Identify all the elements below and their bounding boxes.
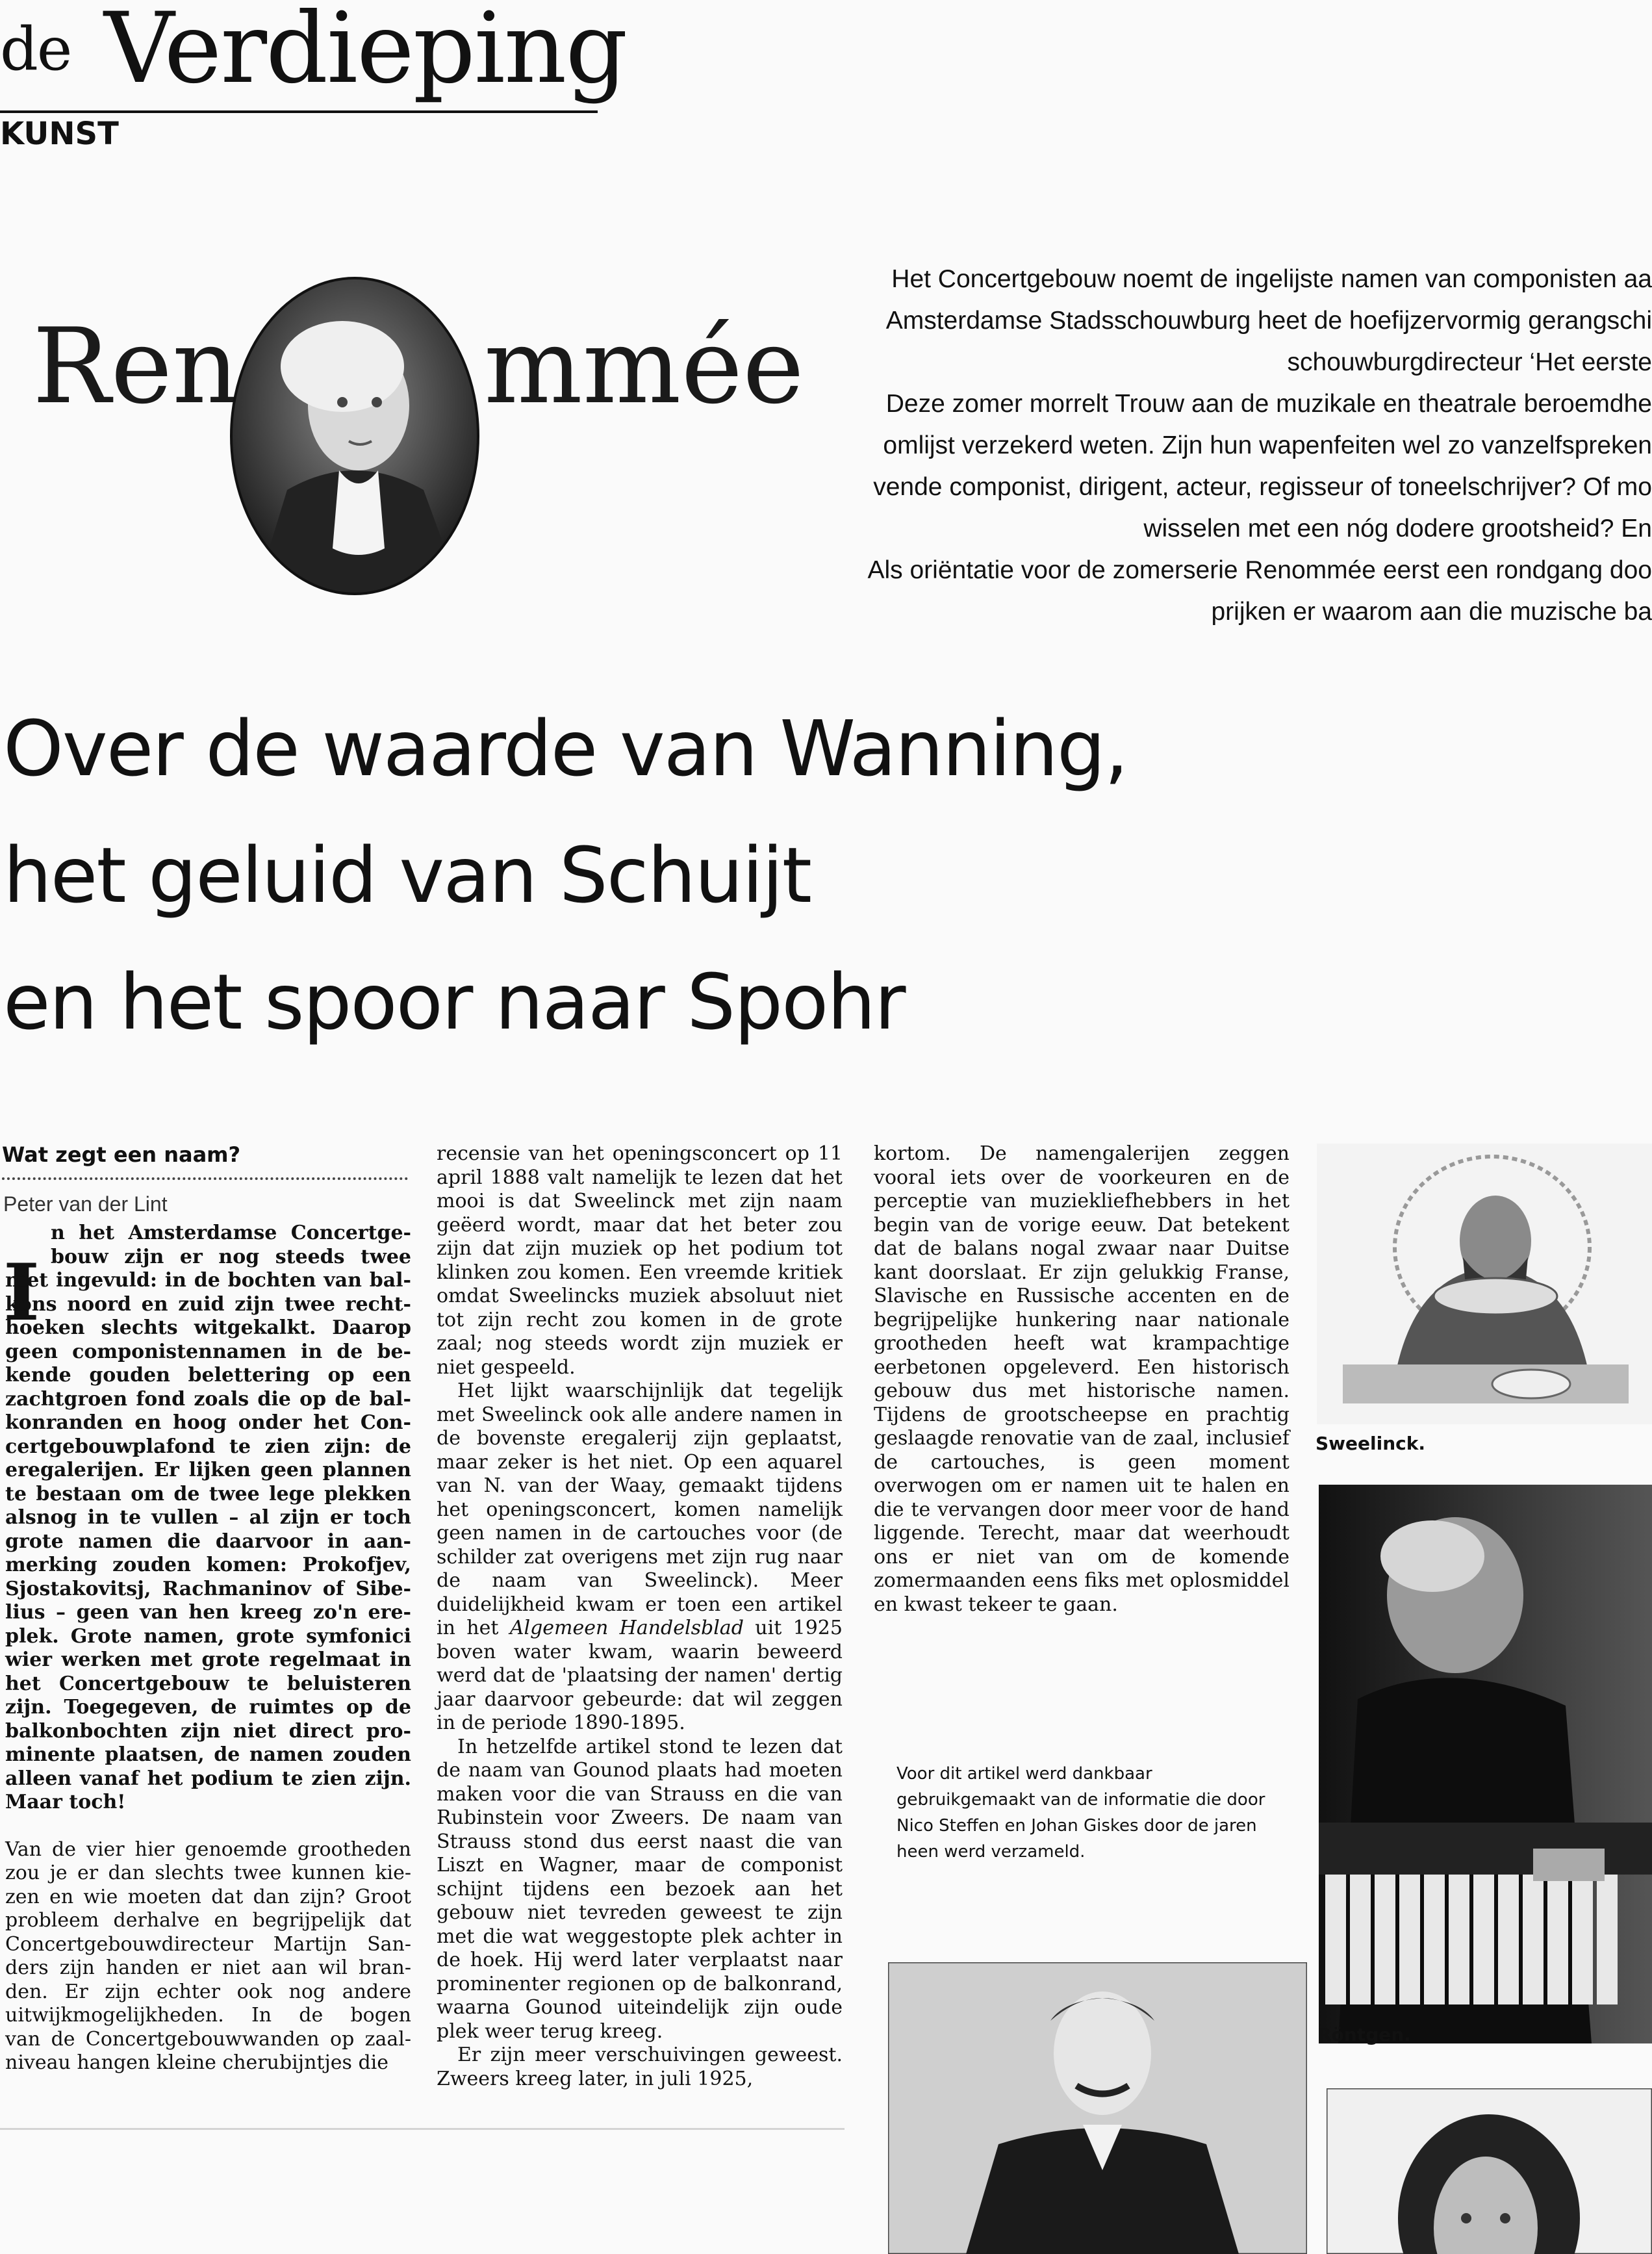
column-1: [5, 1222, 411, 2075]
text-line: van de Concertgebouwwanden op zaal-: [5, 2027, 411, 2051]
text-line: minente plaatsen, de namen zouden: [5, 1743, 411, 1766]
text-line: Maar toch!: [5, 1791, 126, 1813]
paragraph-text: uit 1925 boven water kwam, waarin beweerd werd dat de 'plaatsing der namen' dertig jaar daarvoor gebeurde: dat wil zeggen in de periode 1890-1895.: [437, 1617, 843, 1734]
paragraph: recensie van het openingsconcert op 11 april 1888 valt namelijk te lezen dat het mooi is dat Sweelinck met zijn naam geëerd wordt, maar dat het beter zou zijn dat zijn muziek op het podium tot klinken zou komen. Een vreemde kritiek omdat Sweelincks muziek absoluut niet tot zijn recht zou komen in de grote zaal; nog steeds wordt zijn muziek er niet gespeeld.: [437, 1142, 843, 1379]
intro-line: Amsterdamse Stadsschouwburg heet de hoefijzervormig gerangschi: [885, 307, 1652, 335]
masthead-rule: [0, 110, 598, 113]
text-line: certgebouwplafond te zien zijn: de: [5, 1435, 411, 1458]
text-line: balkonbochten zijn niet direct pro-: [5, 1719, 411, 1743]
column-3: [874, 1142, 1290, 1617]
lead-paragraph: [5, 1222, 411, 1815]
text-line: te bestaan om de twee lege plekken: [5, 1482, 411, 1505]
text-line: zijn. Toegegeven, de ruimtes op de: [5, 1696, 411, 1719]
text-line: konranden en hoog onder het Con-: [5, 1411, 411, 1434]
text-line: eregalerijen. Er lijken geen plannen: [5, 1459, 411, 1481]
caption-sweelinck: Sweelinck.: [1315, 1433, 1425, 1454]
sweelinck-engraving: [1317, 1144, 1652, 1424]
intro-line: wisselen met een nóg dodere grootsheid? En: [1143, 515, 1652, 543]
text-line: bouw zijn er nog steeds twee: [51, 1245, 411, 1268]
text-line: probleem derhalve en begrijpelijk dat: [5, 1909, 411, 1932]
dotted-divider: [2, 1177, 408, 1180]
text-line: lius – geen van hen kreeg zo'n ere-: [5, 1601, 411, 1624]
intro-line: Deze zomer morrelt Trouw aan de muzikale en theatrale beroemdhe: [885, 390, 1652, 418]
text-line: hoeken slechts witgekalkt. Daarop: [5, 1316, 411, 1339]
text-line: kons noord en zuid zijn twee recht-: [5, 1292, 411, 1316]
text-line: den. Er zijn echter ook nog andere: [5, 1980, 411, 2003]
text-line: zachtgroen fond zoals die op de bal-: [5, 1387, 411, 1411]
kicker: Wat zegt een naam?: [2, 1142, 241, 1167]
mozart-portrait-icon: [229, 275, 481, 596]
text-line: n het Amsterdamse Concertge-: [51, 1222, 411, 1244]
intro-line: Als oriëntatie voor de zomerserie Renommée eerst een rondgang doo: [867, 556, 1652, 584]
section-label: KUNST: [0, 116, 119, 152]
text-line: niet ingevuld: in de bochten van bal-: [5, 1269, 411, 1292]
byline: Peter van der Lint: [3, 1192, 168, 1216]
headline-line: het geluid van Schuijt: [3, 830, 811, 920]
intro-line: schouwburgdirecteur ‘Het eerste: [1287, 348, 1652, 376]
intro-line: prijken er waarom aan die muzische ba: [1211, 598, 1652, 626]
drop-cap: I: [3, 1247, 40, 1338]
text-line: ders zijn handen er niet aan wil bran-: [5, 1956, 411, 1979]
text-line: zen en wie moeten dat dan zijn? Groot: [5, 1885, 411, 1908]
text-line: merking zouden komen: Prokofjev,: [5, 1554, 411, 1576]
masthead-prefix: de: [0, 14, 71, 84]
composer-photo-bottom: [888, 1962, 1307, 2254]
body-paragraph: [5, 1838, 411, 2075]
text-line: Sjostakovitsj, Rachmaninov of Sibe-: [5, 1577, 411, 1600]
series-logo-left: Ren: [32, 305, 240, 427]
paragraph: kortom. De namengalerijen zeggen vooral iets over de voorkeuren en de perceptie van muziekliefhebbers in het begin van de vorige eeuw. Dat betekent dat de balans nogal zwaar naar Duitse kant doorslaat. Er zijn gelukkig Franse, Slavische en Russische accenten en de begrijpelijke hunkering naar nationale grootheden heeft wat krampachtige eerbetonen opgeleverd. Een historisch gebouw dus met historische namen. Tijdens de grootscheepse en prachtig geslaagde renovatie van de zaal, inclusief de cartouches, is geen moment overwogen om er namen uit te halen en die te vervangen door meer voor de hand liggende. Terecht, maar dat weerhoudt ons er niet van om de komende zomermaanden eens fiks met oplosmiddel en kwast tekeer te gaan.: [874, 1142, 1290, 1616]
text-line: uitwijkmogelijkheden. In de bogen: [5, 2004, 411, 2027]
newspaper-name: Algemeen Handelsblad: [509, 1617, 744, 1639]
paper-fold-line: [0, 2128, 845, 2130]
intro-text: [838, 259, 1652, 633]
credit-note: Voor dit artikel werd dankbaar gebruikgemaakt van de informatie die door Nico Steffen en Johan Giskes door de jaren heen werd verzameld.: [896, 1764, 1265, 1862]
text-line: het Concertgebouw te beluisteren: [5, 1672, 411, 1695]
paragraph-text: Het lijkt waarschijnlijk dat tegelijk met Sweelinck ook alle andere namen in de bovenste eregalerij zijn geplaatst, maar zeker is het niet. Op een aquarel van N. van der Waay, gemaakt tijdens het openingsconcert, komen namelijk geen namen in de cartouches voor (de schilder zat overigens met zijn rug naar de naam van Sweelinck). Meer duidelijkheid kwam er toen een artikel in het: [437, 1379, 843, 1639]
composer-photo-bottom-right: [1327, 2088, 1652, 2254]
text-line: alsnog in te vullen – al zijn er toch: [5, 1506, 411, 1529]
series-logo-right: mmée: [484, 305, 804, 427]
text-line: alleen vanaf het podium te zien zijn.: [5, 1767, 411, 1790]
caption-rontgen: Röntgen.: [1317, 2024, 1411, 2045]
text-line: plek. Grote namen, grote symfonici: [5, 1624, 411, 1648]
paragraph: [437, 1379, 843, 1735]
rontgen-photo: [1319, 1485, 1652, 2043]
text-line: Concertgebouwdirecteur Martijn San-: [5, 1932, 411, 1956]
intro-line: Het Concertgebouw noemt de ingelijste namen van componisten aa: [891, 265, 1652, 293]
text-line: geen componistennamen in de be-: [5, 1340, 411, 1363]
text-line: grote namen die daarvoor in aan-: [5, 1530, 411, 1553]
headline: [3, 685, 1627, 1066]
text-line: zou je er dan slechts twee kunnen kie-: [5, 1862, 411, 1884]
intro-line: vende componist, dirigent, acteur, regisseur of toneelschrijver? Of mo: [873, 473, 1652, 501]
paragraph: In hetzelfde artikel stond te lezen dat de naam van Gounod plaats had moeten maken voor die van Strauss en die van Rubinstein voor Zweers. De naam van Strauss stond dus eerst naast die van Liszt en Wagner, maar de componist schijnt tijdens een bezoek aan het gebouw niet tevreden geweest te zijn met die wat weggestopte plek achter in de hoek. Hij werd later verplaatst naar prominenter regionen op de balkonrand, waarna Gounod uiteindelijk zijn oude plek weer terug kreeg.: [437, 1735, 843, 2043]
text-line: Van de vier hier genoemde grootheden: [5, 1838, 411, 1861]
text-line: niveau hangen kleine cherubijntjes die: [5, 2051, 388, 2074]
column-2: [437, 1142, 843, 2091]
paragraph: Er zijn meer verschuivingen geweest. Zweers kreeg later, in juli 1925,: [437, 2043, 843, 2090]
intro-line: omlijst verzekerd weten. Zijn hun wapenfeiten wel zo vanzelfspreken: [883, 431, 1652, 459]
masthead-title: Verdieping: [104, 0, 627, 105]
headline-line: en het spoor naar Spohr: [3, 957, 905, 1047]
text-line: wier werken met grote regelmaat in: [5, 1648, 411, 1671]
text-line: kende gouden belettering op een: [5, 1364, 411, 1387]
headline-line: Over de waarde van Wanning,: [3, 704, 1128, 793]
